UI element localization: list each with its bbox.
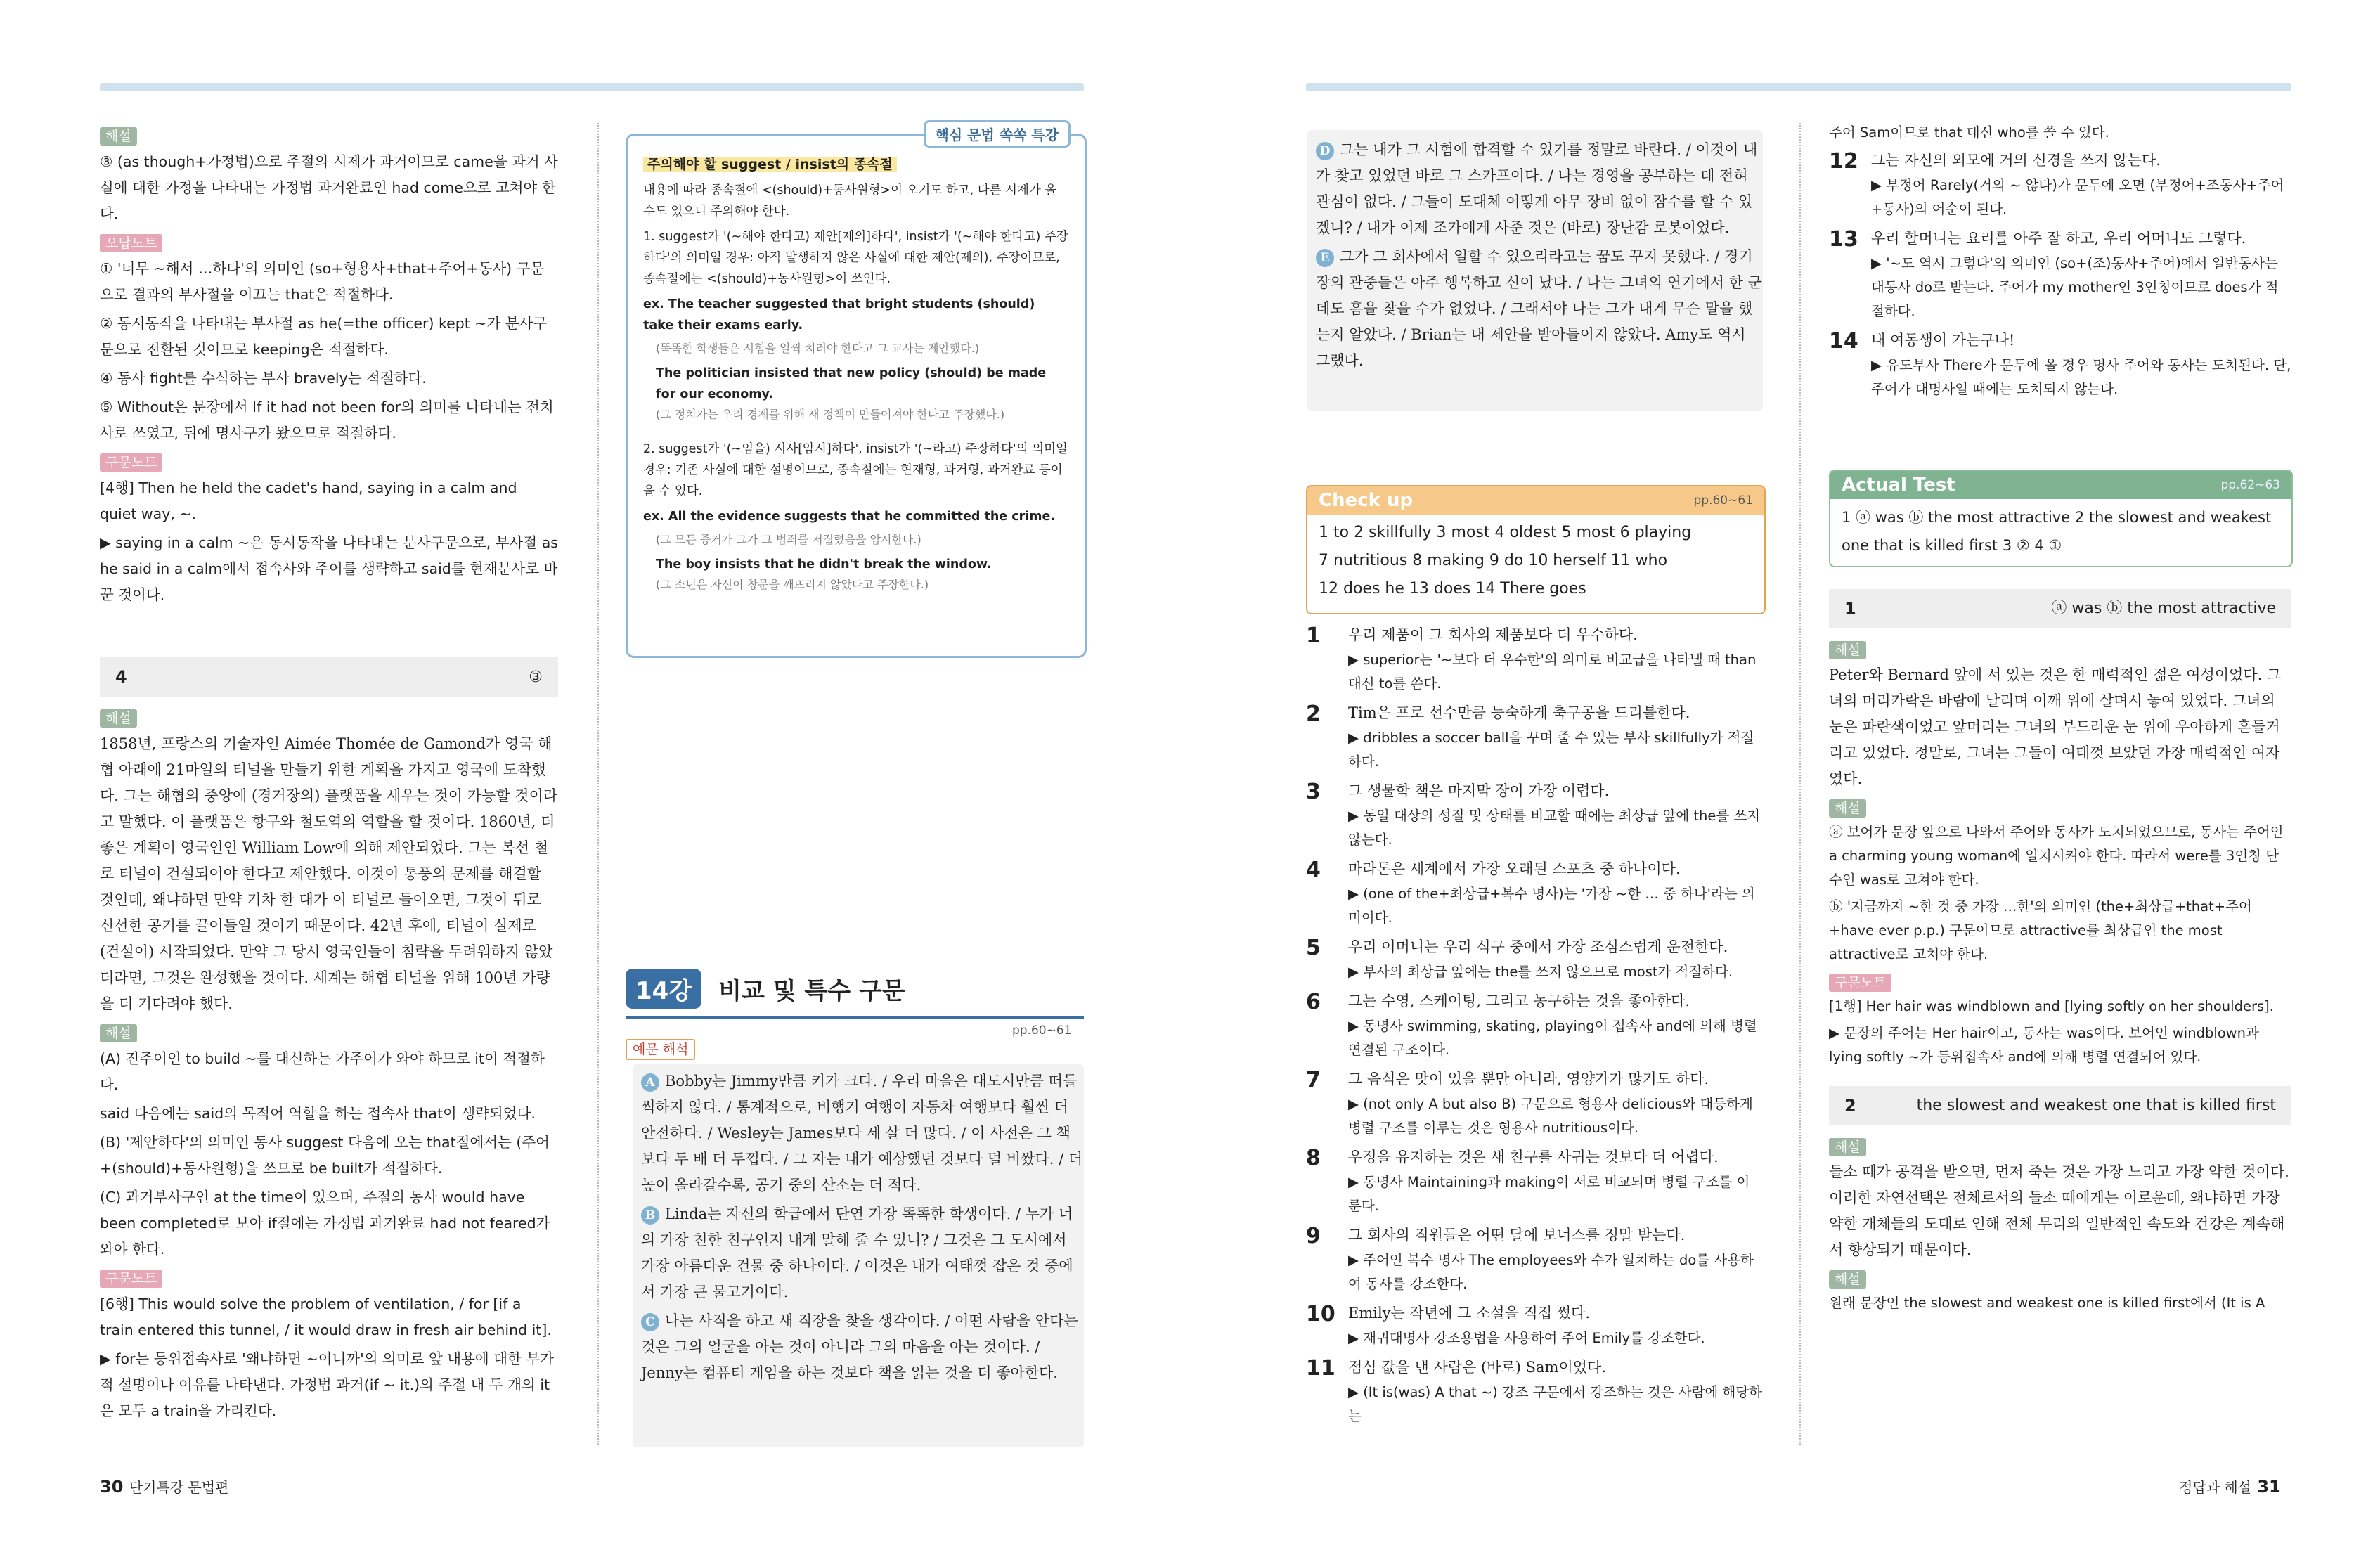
special-intro: 내용에 따라 종속절에 <(should)+동사원형>이 오기도 하고, 다른 시제가 올 수도 있으니 주의해야 한다.	[643, 183, 1057, 219]
check-item: 9 그 회사의 직원들은 어떤 달에 보너스를 정말 받는다. ▶ 주어인 복수 명사 The employees와 수가 일치하는 do를 사용하여 동사를 강조한다.	[1306, 1224, 1754, 1292]
check-explanations	[1306, 622, 1763, 1433]
special-highlight: 주의해야 할 suggest / insist의 종속절	[643, 157, 897, 172]
example-translation: (똑똑한 학생들은 시험을 일찍 치러야 한다고 그 교사는 제안했다.)	[656, 342, 980, 355]
column-divider	[597, 123, 599, 1445]
haeseok-tag: 해설	[1829, 1138, 1866, 1156]
wrong-note-tag: 오답노트	[100, 234, 162, 252]
check-answer-line: 12 does he 13 does 14 There goes	[1319, 580, 1586, 598]
gumun-tag: 구문노트	[100, 453, 162, 472]
column-divider	[1799, 123, 1801, 1445]
example-translation: (그 소년은 자신이 창문을 깨뜨리지 않았다고 주장한다.)	[656, 578, 929, 591]
gumun-tag: 구문노트	[1829, 974, 1891, 992]
example-tag: 예문 해석	[626, 1039, 695, 1060]
check-up-pages: pp.60~61	[1693, 493, 1753, 508]
special-point-1: 1. suggest가 '(~해야 한다고) 제안[제의]하다', insist가 '(~해야 한다고) 주장하다'의 의미일 경우: 아직 발생하지 않은 사실에 대한 제안(제의), 주장이므로, 종속절에는 <(should)+동사원형>이 쓰인다.	[643, 230, 1068, 286]
actual-test-explanations	[1829, 589, 2291, 1318]
explain-item: ⓐ 보어가 문장 앞으로 나와서 주어와 동사가 도치되었으므로, 동사는 주어인 a charming young woman에 일치시켜야 한다. 따라서 were를 3인칭 단수인 was로 고쳐야 한다.	[1829, 824, 2284, 888]
label-c: C	[641, 1313, 659, 1331]
page-number-right: 정답과 해설 31	[2179, 1477, 2281, 1497]
wrong-item: ① '너무 ~해서 …하다'의 의미인 (so+형용사+that+주어+동사) 구문으로 결과의 부사절을 이끄는 that은 적절하다.	[100, 260, 545, 303]
actual-test-box	[1829, 470, 2293, 567]
check-item: 12 그는 자신의 외모에 거의 신경을 쓰지 않는다. ▶ 부정어 Rarely(거의 ~ 않다)가 문두에 오면 (부정어+조동사+주어+동사)의 어순이 된다.	[1829, 149, 2284, 217]
check-item: 7 그 음식은 맛이 있을 뿐만 아니라, 영양가가 많기도 하다. ▶ (not only A but also B) 구문으로 형용사 delicious와 대등하게 병렬 구조를 이루는 것은 형용사 nutritious이다.	[1306, 1068, 1753, 1136]
check-item: 6 그는 수영, 스케이팅, 그리고 농구하는 것을 좋아한다. ▶ 동명사 swimming, skating, playing이 접속사 and에 의해 병렬 연결된 구조이다.	[1306, 990, 1757, 1058]
explain-item: said 다음에는 said의 목적어 역할을 하는 접속사 that이 생략되었다.	[100, 1105, 536, 1122]
intro-line: ③ (as though+가정법)으로 주절의 시제가 과거이므로 came을 과거 사실에 대한 가정을 나타내는 가정법 과거완료인 had come으로 고쳐야 한다.	[100, 153, 558, 222]
gumun-line: [4행] Then he held the cadet's hand, saying in a calm and quiet way, ~.	[100, 479, 517, 522]
label-d: D	[1316, 142, 1334, 160]
question-number: 4	[115, 666, 127, 687]
translation-paragraph: 들소 떼가 공격을 받으면, 먼저 죽는 것은 가장 느리고 가장 약한 것이다. 이러한 자연선택은 전체로서의 들소 떼에게는 이로운데, 왜냐하면 가장 약한 개체들의 도태로 인해 전체 무리의 일반적인 속도와 건강은 계속해서 향상되기 때문이다.	[1829, 1163, 2289, 1258]
haeseok-tag: 해설	[1829, 1270, 1866, 1289]
check-item: 10 Emily는 작년에 그 소설을 직접 썼다. ▶ 재귀대명사 강조용법을 사용하여 주어 Emily를 강조한다.	[1306, 1302, 1705, 1346]
example-item-e: E 그가 그 회사에서 일할 수 있으리라고는 꿈도 꾸지 못했다. / 경기장의 관중들은 아주 행복하고 신이 났다. / 나는 그녀의 연기에서 한 군데도 흠을 찾을 수가 없었다. / 그래서야 나는 그가 내게 무슨 말을 했는지 알았다. / Brian는 내 제안을 받아들이지 않았다. Amy도 역시 그랬다.	[1316, 248, 1762, 369]
example-item-b: B Linda는 자신의 학급에서 단연 가장 똑똑한 학생이다. / 누가 너의 가장 친한 친구인지 내게 말해 줄 수 있니? / 그것은 그 도시에서 가장 아름다운 건물 중 하나이다. / 이것은 내가 여태껏 잡은 것 중에서 가장 큰 물고기이다.	[641, 1206, 1073, 1300]
wrong-item: ② 동시동작을 나타내는 부사절 as he(=the officer) kept ~가 분사구문으로 전환된 것이므로 keeping은 적절하다.	[100, 315, 548, 358]
translation-paragraph: Peter와 Bernard 앞에 서 있는 것은 한 매력적인 젊은 여성이었다. 그녀의 머리카락은 바람에 날리며 어깨 위에 살며시 놓여 있었다. 그녀의 눈은 파란색이었고 앞머리는 그녀의 부드러운 눈 위에 우아하게 흔들거리고 있었다. 정말로, 그녀는 그들이 여태껏 보았던 가장 매력적인 여자였다.	[1829, 666, 2282, 787]
gumun-note: ▶ 문장의 주어는 Her hair이고, 동사는 was이다. 보어인 windblown과 lying softly ~가 등위접속사 and에 의해 병렬 연결되어 있다.	[1829, 1025, 2259, 1065]
gumun-tag: 구문노트	[100, 1270, 162, 1288]
example-sentence: The politician insisted that new policy (should) be made for our economy.	[656, 366, 1047, 401]
gumun-note: ▶ saying in a calm ~은 동시동작을 나타내는 분사구문으로, 부사절 as he said in a calm에서 접속사와 주어를 생략하고 said를 현재분사로 바꾼 것이다.	[100, 534, 558, 603]
top-rule-left	[100, 83, 1084, 91]
question-answer: ③	[529, 668, 543, 686]
haeseok-tag: 해설	[1829, 799, 1866, 818]
wrong-item: ④ 동사 fight를 수식하는 부사 bravely는 적절하다.	[100, 370, 427, 387]
haeseok-tag: 해설	[100, 127, 137, 146]
continued-line: 주어 Sam이므로 that 대신 who를 쓸 수 있다.	[1829, 124, 2109, 141]
check-up-header	[1307, 486, 1764, 515]
check-item: 8 우정을 유지하는 것은 새 친구를 사귀는 것보다 더 어렵다. ▶ 동명사 Maintaining과 making이 서로 비교되며 병렬 구조를 이룬다.	[1306, 1146, 1750, 1214]
haeseok-tag: 해설	[100, 709, 137, 728]
gumun-line: [1행] Her hair was windblown and [lying softly on her shoulders].	[1829, 998, 2274, 1014]
explain-item: 원래 문장인 the slowest and weakest one is killed first에서 (It is A	[1829, 1295, 2265, 1311]
check-answer-line: 7 nutritious 8 making 9 do 10 herself 11 who	[1319, 552, 1668, 569]
right-column	[1829, 121, 2291, 406]
haeseok-tag: 해설	[1829, 641, 1866, 659]
special-box-title: 핵심 문법 쏙쏙 특강	[924, 120, 1071, 148]
lesson-badge: 14강	[626, 969, 701, 1009]
actual-test-answers: 1 ⓐ was ⓑ the most attractive 2 the slowest and weakest one that is killed first 3 ② 4 ①	[1842, 509, 2272, 554]
actual-test-header	[1830, 471, 2291, 499]
translation-paragraph: 1858년, 프랑스의 기술자인 Aimée Thomée de Gamond가 영국 해협 아래에 21마일의 터널을 만들기 위한 계획을 가지고 영국에 도착했다. 그는 해협의 중앙에 (경거장의) 플랫폼을 세우는 것이 가능할 것이라고 말했다. 이 플랫폼은 항구와 철도역의 역할을 할 것이다. 1860년, 더 좋은 계획이 영국인인 William Low에 의해 제안되었다. 그는 복선 철로 터널이 건설되어야 한다고 제안했다. 이것이 통풍의 문제를 해결할 것인데, 왜냐하면 만약 기차 한 대가 이 터널로 들어오면, 그것이 뒤로 신선한 공기를 끌어들일 것이기 때문이다. 42년 후에, 터널이 실제로 (건설이) 시작되었다. 만약 그 당시 영국인들이 침략을 두려워하지 않았더라면, 그것은 완성했을 것이다. 세계는 해협 터널을 위해 100년 가량을 더 기다려야 했다.	[100, 735, 558, 1012]
check-answer-line: 1 to 2 skillfully 3 most 4 oldest 5 most 6 playing	[1319, 524, 1692, 541]
lesson-examples-abc	[641, 1068, 1084, 1389]
label-e: E	[1316, 249, 1334, 267]
question-answer: ⓐ was ⓑ the most attractive	[2051, 600, 2276, 617]
explain-item: (A) 진주어인 to build ~를 대신하는 가주어가 와야 하므로 it이 적절하다.	[100, 1050, 545, 1093]
check-up-box	[1306, 485, 1766, 614]
actual-test-pages: pp.62~63	[2220, 478, 2280, 492]
example-item-c: C 나는 사직을 하고 새 직장을 찾을 생각이다. / 어떤 사람을 안다는 것은 그의 얼굴을 아는 것이 아니라 그의 마음을 아는 것이다. / Jenny는 컴퓨터 게임을 하는 것보다 책을 읽는 것을 더 좋아한다.	[641, 1312, 1078, 1381]
explain-item: ⓑ '지금까지 ~한 것 중 가장 …한'의 의미인 (the+최상급+that+주어+have ever p.p.) 구문이므로 attractive를 최상급인 the most attractive로 고쳐야 한다.	[1829, 898, 2252, 962]
question-number: 1	[1844, 599, 1856, 619]
check-item: 2 Tim은 프로 선수만큼 능숙하게 축구공을 드리블한다. ▶ dribbles a soccer ball을 꾸며 줄 수 있는 부사 skillfully가 적절하다.	[1306, 702, 1754, 770]
top-rule-right	[1306, 83, 2291, 91]
lesson-examples-de	[1316, 137, 1763, 377]
check-item: 3 그 생물학 책은 마지막 장이 가장 어렵다. ▶ 동일 대상의 성질 및 상태를 비교할 때에는 최상급 앞에 the를 쓰지 않는다.	[1306, 780, 1761, 848]
gumun-line: [6행] This would solve the problem of ventilation, / for [if a train entered this tunnel, / it would draw in fresh air behind it].	[100, 1296, 552, 1338]
explain-item: (B) '제안하다'의 의미인 동사 suggest 다음에 오는 that절에서는 (주어+(should)+동사원형)을 쓰므로 be built가 적절하다.	[100, 1134, 550, 1177]
label-b: B	[641, 1206, 659, 1225]
wrong-item: ⑤ Without은 문장에서 If it had not been for의 의미를 나타내는 전치사로 쓰였고, 뒤에 명사구가 왔으므로 적절하다.	[100, 399, 554, 441]
page-number-left: 30 단기특강 문법편	[100, 1477, 229, 1497]
question-4-header	[100, 657, 558, 697]
example-translation: (그 모든 증거가 그가 그 범죄를 저질렀음을 암시한다.)	[656, 533, 921, 546]
check-item: 5 우리 어머니는 우리 식구 중에서 가장 조심스럽게 운전한다. ▶ 부사의 최상급 앞에는 the를 쓰지 않으므로 most가 적절하다.	[1306, 936, 1733, 980]
haeseok-tag: 해설	[100, 1024, 137, 1042]
lesson-header	[626, 969, 1084, 1019]
question-1-header	[1829, 589, 2291, 628]
check-item: 14 내 여동생이 가는구나! ▶ 유도부사 There가 문두에 올 경우 명사 주어와 동사는 도치된다. 단, 주어가 대명사일 때에는 도치되지 않는다.	[1829, 329, 2291, 397]
example-item-a: A Bobby는 Jimmy만큼 키가 크다. / 우리 마을은 대도시만큼 떠들썩하지 않다. / 통계적으로, 비행기 여행이 자동차 여행보다 훨씬 더 안전하다. / Wesley는 James보다 세 살 더 많다. / 이 사전은 그 책보다 두 배 더 두껍다. / 그 자는 내가 예상했던 것보다 덜 비쌌다. / 더 높이 올라갈수록, 공기 중의 산소는 더 적다.	[641, 1073, 1083, 1194]
actual-test-title: Actual Test	[1842, 474, 1955, 496]
check-item: 1 우리 제품이 그 회사의 제품보다 더 우수하다. ▶ superior는 '~보다 더 우수한'의 의미로 비교급을 나타낼 때 than 대신 to를 쓴다.	[1306, 624, 1757, 692]
special-point-2: 2. suggest가 '(~임을) 시사[암시]하다', insist가 '(~라고) 주장하다'의 의미일 경우: 기존 사실에 대한 설명이므로, 종속절에는 현재형, 과거형, 과거완료 등이 올 수 있다.	[643, 442, 1068, 498]
gumun-note: ▶ for는 등위접속사로 '왜냐하면 ~이니까'의 의미로 앞 내용에 대한 부가적 설명이나 이유를 나타낸다. 가정법 과거(if ~ it.)의 주절 내 두 개의 it은 모두 a train을 가리킨다.	[100, 1350, 554, 1419]
grammar-special-box	[626, 127, 1087, 658]
label-a: A	[641, 1073, 659, 1092]
question-number: 2	[1844, 1096, 1856, 1116]
check-item: 4 마라톤은 세계에서 가장 오래된 스포츠 중 하나이다. ▶ (one of the+최상급+복수 명사)는 '가장 ~한 … 중 하나'라는 의미이다.	[1306, 858, 1755, 926]
question-2-header	[1829, 1086, 2291, 1125]
example-sentence: ex. The teacher suggested that bright students (should) take their exams early.	[643, 297, 1035, 332]
example-translation: (그 정치가는 우리 경제를 위해 새 정책이 만들어져야 한다고 주장했다.)	[656, 408, 1005, 421]
check-item: 13 우리 할머니는 요리를 아주 잘 하고, 우리 어머니도 그렇다. ▶ '~도 역시 그렇다'의 의미인 (so+(조)동사+주어)에서 일반동사는 대동사 do로 받는다. 주어가 my mother인 3인칭이므로 does가 적절하다.	[1829, 227, 2279, 319]
check-item: 11 점심 값을 낸 사람은 (바로) Sam이었다. ▶ (It is(was) A that ~) 강조 구문에서 강조하는 것은 사람에 해당하는	[1306, 1356, 1762, 1424]
left-column	[100, 123, 558, 1427]
example-sentence: The boy insists that he didn't break the window.	[656, 557, 992, 571]
example-item-d: D 그는 내가 그 시험에 합격할 수 있기를 정말로 바란다. / 이것이 내가 찾고 있었던 바로 그 스카프이다. / 나는 경영을 공부하는 데 전혀 관심이 없다. / 그들이 도대체 어떻게 아무 장비 없이 잠수를 할 수 있겠니? / 내가 어제 조카에게 사준 것은 (바로) 장난감 로봇이었다.	[1316, 141, 1758, 236]
example-sentence: ex. All the evidence suggests that he committed the crime.	[643, 510, 1056, 524]
lesson-title: 비교 및 특수 구문	[718, 977, 905, 1005]
explain-item: (C) 과거부사구인 at the time이 있으며, 주절의 동사 would have been completed로 보아 if절에는 가정법 과거완료 had not feared가 와야 한다.	[100, 1189, 550, 1258]
lesson-pages: pp.60~61	[1012, 1023, 1072, 1038]
check-up-title: Check up	[1319, 490, 1414, 511]
question-answer: the slowest and weakest one that is killed first	[1916, 1097, 2276, 1114]
